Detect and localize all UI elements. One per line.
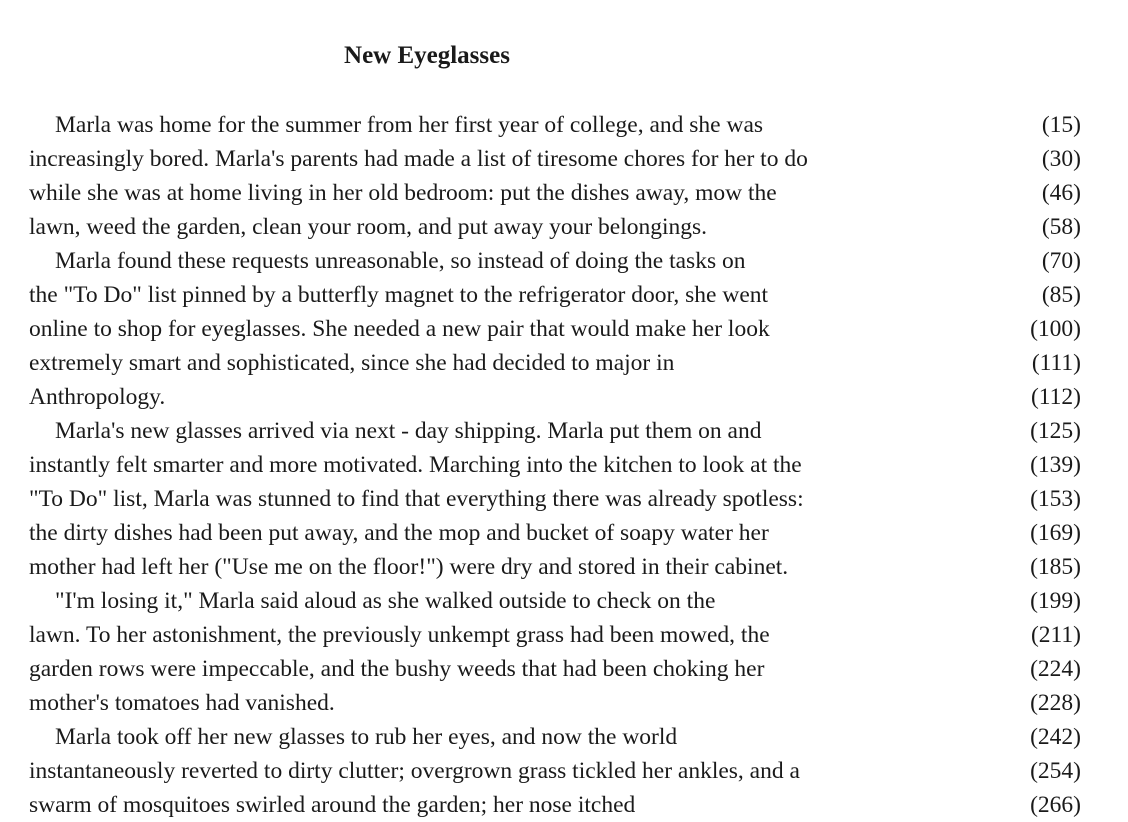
cumulative-word-count: (58) — [1041, 214, 1081, 240]
cumulative-word-count: (211) — [1030, 622, 1081, 648]
passage-line — [29, 380, 1089, 414]
cumulative-word-count: (199) — [1030, 588, 1081, 614]
cumulative-word-count: (100) — [1030, 316, 1081, 342]
passage-line-text: lawn. To her astonishment, the previously unkempt grass had been mowed, the — [29, 622, 770, 648]
cumulative-word-count: (112) — [1030, 384, 1081, 410]
passage-line — [29, 414, 1089, 448]
passage-line-text: mother's tomatoes had vanished. — [29, 690, 335, 716]
passage-line-text: Marla's new glasses arrived via next - day shipping. Marla put them on and — [55, 418, 762, 444]
passage-line — [29, 720, 1089, 754]
passage-line — [29, 244, 1089, 278]
passage-line — [29, 176, 1089, 210]
passage-line-text: the dirty dishes had been put away, and the mop and bucket of soapy water her — [29, 520, 769, 546]
cumulative-word-count: (242) — [1030, 724, 1081, 750]
passage-line — [29, 652, 1089, 686]
passage-line — [29, 108, 1089, 142]
passage-line — [29, 618, 1089, 652]
cumulative-word-count: (169) — [1030, 520, 1081, 546]
cumulative-word-count: (111) — [1031, 350, 1081, 376]
passage-line-text: extremely smart and sophisticated, since she had decided to major in — [29, 350, 675, 376]
passage-line — [29, 142, 1089, 176]
passage-line — [29, 210, 1089, 244]
passage-line — [29, 278, 1089, 312]
cumulative-word-count: (153) — [1030, 486, 1081, 512]
passage-line-text: garden rows were impeccable, and the bushy weeds that had been choking her — [29, 656, 765, 682]
cumulative-word-count: (139) — [1030, 452, 1081, 478]
passage-line-text: mother had left her ("Use me on the floor!") were dry and stored in their cabinet. — [29, 554, 789, 580]
cumulative-word-count: (266) — [1030, 792, 1081, 818]
passage-line — [29, 312, 1089, 346]
passage-line — [29, 346, 1089, 380]
document-title: New Eyeglasses — [344, 42, 510, 69]
passage-line — [29, 516, 1089, 550]
passage-line-text: Anthropology. — [29, 384, 166, 410]
passage-line-text: Marla took off her new glasses to rub her eyes, and now the world — [55, 724, 678, 750]
passage-line-text: lawn, weed the garden, clean your room, and put away your belongings. — [29, 214, 708, 240]
passage-line-text: online to shop for eyeglasses. She needed a new pair that would make her look — [29, 316, 770, 342]
passage-line-text: instantly felt smarter and more motivated. Marching into the kitchen to look at the — [29, 452, 802, 478]
passage-line-text: while she was at home living in her old bedroom: put the dishes away, mow the — [29, 180, 777, 206]
reading-passage — [29, 108, 1089, 822]
passage-line — [29, 686, 1089, 720]
cumulative-word-count: (70) — [1041, 248, 1081, 274]
passage-line-text: swarm of mosquitoes swirled around the garden; her nose itched — [29, 792, 636, 818]
passage-line — [29, 550, 1089, 584]
cumulative-word-count: (15) — [1041, 112, 1081, 138]
cumulative-word-count: (85) — [1041, 282, 1081, 308]
passage-line — [29, 754, 1089, 788]
passage-line-text: Marla found these requests unreasonable, so instead of doing the tasks on — [55, 248, 746, 274]
passage-line-text: increasingly bored. Marla's parents had made a list of tiresome chores for her to do — [29, 146, 808, 172]
cumulative-word-count: (30) — [1041, 146, 1081, 172]
cumulative-word-count: (254) — [1030, 758, 1081, 784]
passage-line-text: Marla was home for the summer from her first year of college, and she was — [55, 112, 764, 138]
passage-line — [29, 788, 1089, 822]
cumulative-word-count: (228) — [1030, 690, 1081, 716]
passage-line-text: the "To Do" list pinned by a butterfly magnet to the refrigerator door, she went — [29, 282, 769, 308]
passage-line — [29, 448, 1089, 482]
passage-line-text: "To Do" list, Marla was stunned to find that everything there was already spotless: — [29, 486, 804, 512]
cumulative-word-count: (224) — [1030, 656, 1081, 682]
passage-line-text: "I'm losing it," Marla said aloud as she walked outside to check on the — [55, 588, 716, 614]
cumulative-word-count: (125) — [1030, 418, 1081, 444]
passage-line — [29, 584, 1089, 618]
passage-line-text: instantaneously reverted to dirty clutter; overgrown grass tickled her ankles, and a — [29, 758, 800, 784]
cumulative-word-count: (46) — [1041, 180, 1081, 206]
passage-line — [29, 482, 1089, 516]
cumulative-word-count: (185) — [1030, 554, 1081, 580]
